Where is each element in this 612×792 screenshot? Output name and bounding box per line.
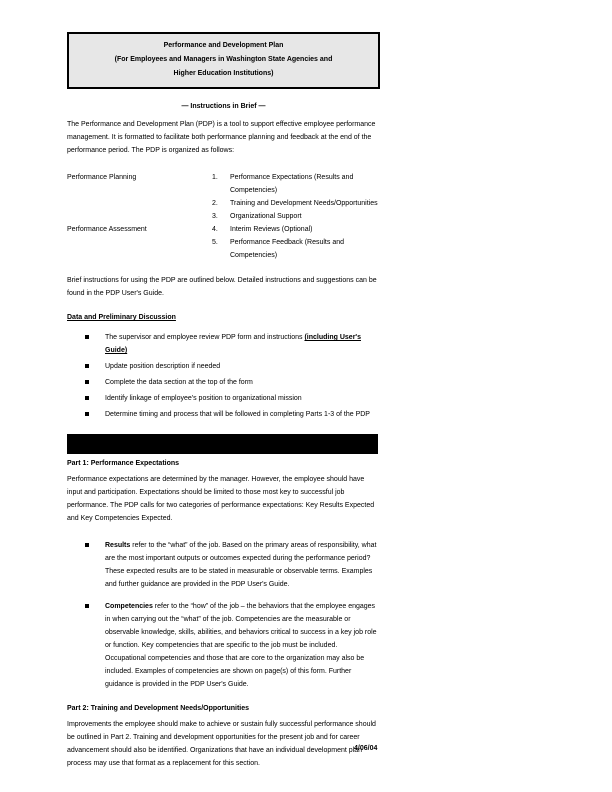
outline-item-text: Interim Reviews (Optional) <box>230 226 313 233</box>
instructions-intro-paragraph: The Performance and Development Plan (PDP) is a tool to support effective employee performance management. It is formatted to facilitate both performance planning and feedback at the end of the performance period. The PDP is organized as follows: <box>67 121 376 154</box>
content-column <box>67 32 380 770</box>
outline-item-text: Training and Development Needs/Opportunities <box>230 200 378 207</box>
preliminary-bullet-list <box>67 331 380 421</box>
square-bullet-icon <box>67 408 105 421</box>
bullet-item-text: Complete the data section at the top of the form <box>105 379 253 386</box>
bullet-item-text: Identify linkage of employee's position to organizational mission <box>105 395 302 402</box>
outline-number: 1. <box>212 174 218 181</box>
competencies-body-text: refer to the “how” of the job – the behaviors that the employee engages in when carrying out the “what” of the job. Competencies are the measurable or observable knowledge, skills, abilities, and behaviors critical to success in a key job role or function. Key competencies that are specific to the job must be included. Occupational competencies and those that are core to the organization may also be included. Examples of competencies are shown on page(s) of this form. Further guidance is provided in the PDP User's Guide. <box>105 603 377 688</box>
outline-phase-label: Performance Planning <box>67 174 137 181</box>
outline-row <box>67 236 380 262</box>
part2-heading: Part 2: Training and Development Needs/Opportunities <box>67 705 250 712</box>
document-subtitle-line2: Higher Education Institutions) <box>173 70 274 77</box>
bullet-item-competencies <box>67 600 380 691</box>
bullet-item-text: Determine timing and process that will be followed in completing Parts 1-3 of the PDP <box>105 411 370 418</box>
document-title-box <box>67 32 380 89</box>
redacted-black-bar <box>67 434 378 454</box>
bullet-item-results <box>67 539 380 591</box>
bullet-item <box>67 376 380 389</box>
results-lead-word: Results <box>105 542 131 549</box>
outline-item-text: Performance Expectations (Results and Competencies) <box>230 174 354 194</box>
bullet-item-text: Update position description if needed <box>105 363 221 370</box>
outline-item-text: Organizational Support <box>230 213 302 220</box>
outline-number: 5. <box>212 239 218 246</box>
document-title: Performance and Development Plan <box>163 42 284 49</box>
outline-phase-label <box>67 236 212 262</box>
bullet-item-text <box>105 331 380 357</box>
outline-number: 4. <box>212 226 218 233</box>
bullet-item <box>67 392 380 405</box>
outline-row <box>67 197 380 210</box>
competencies-lead-word: Competencies <box>105 603 153 610</box>
square-bullet-icon <box>67 392 105 405</box>
results-bullet-text <box>105 539 380 591</box>
pdp-outline-list <box>67 171 380 262</box>
outline-number: 3. <box>212 213 218 220</box>
part1-intro-paragraph: Performance expectations are determined by the manager. However, the employee should have input and participation. Expectations should be limited to those most key to successful job performance. The PDP calls for two categories of performance expectations: Key Results Expected and Key Competencies Expected. <box>67 476 375 522</box>
outline-phase-label <box>67 210 212 223</box>
instructions-note-paragraph: Brief instructions for using the PDP are outlined below. Detailed instructions and suggestions can be found in the PDP User's Guide. <box>67 277 377 297</box>
part1-heading: Part 1: Performance Expectations <box>67 460 180 467</box>
instructions-heading: — Instructions in Brief — <box>181 103 266 110</box>
outline-number: 2. <box>212 200 218 207</box>
part2-body-paragraph: Improvements the employee should make to achieve or sustain fully successful performance should be outlined in Part 2. Training and development opportunities for the present job and for career advancement should also be identified. Organizations that have an individual development plan process may use that format as a replacement for this section. <box>67 721 376 767</box>
bullet-item <box>67 408 380 421</box>
outline-item-text: Performance Feedback (Results and Competencies) <box>230 239 344 259</box>
bullet-item <box>67 331 380 357</box>
square-bullet-icon <box>67 600 105 691</box>
bullet-item <box>67 360 380 373</box>
competencies-bullet-text <box>105 600 380 691</box>
outline-row <box>67 223 380 236</box>
square-bullet-icon <box>67 331 105 357</box>
preliminary-discussion-heading: Data and Preliminary Discussion <box>67 314 176 321</box>
outline-row <box>67 171 380 197</box>
users-guide-link[interactable]: (including User's Guide) <box>105 334 361 354</box>
results-body-text: refer to the “what” of the job. Based on the primary areas of responsibility, what are the most important outputs or outcomes expected during the performance period? These expected results are to be stated in measurable or observable terms. Examples and further guidance are provided in the PDP User's Guide. <box>105 542 377 588</box>
outline-row <box>67 210 380 223</box>
outline-phase-label: Performance Assessment <box>67 226 147 233</box>
document-subtitle-line1: (For Employees and Managers in Washington State Agencies and <box>114 56 333 63</box>
square-bullet-icon <box>67 539 105 591</box>
square-bullet-icon <box>67 376 105 389</box>
outline-phase-label <box>67 197 212 210</box>
square-bullet-icon <box>67 360 105 373</box>
bullet-text-pre: The supervisor and employee review PDP form and instructions <box>105 334 305 341</box>
footer-date: 4/06/04 <box>354 745 378 752</box>
